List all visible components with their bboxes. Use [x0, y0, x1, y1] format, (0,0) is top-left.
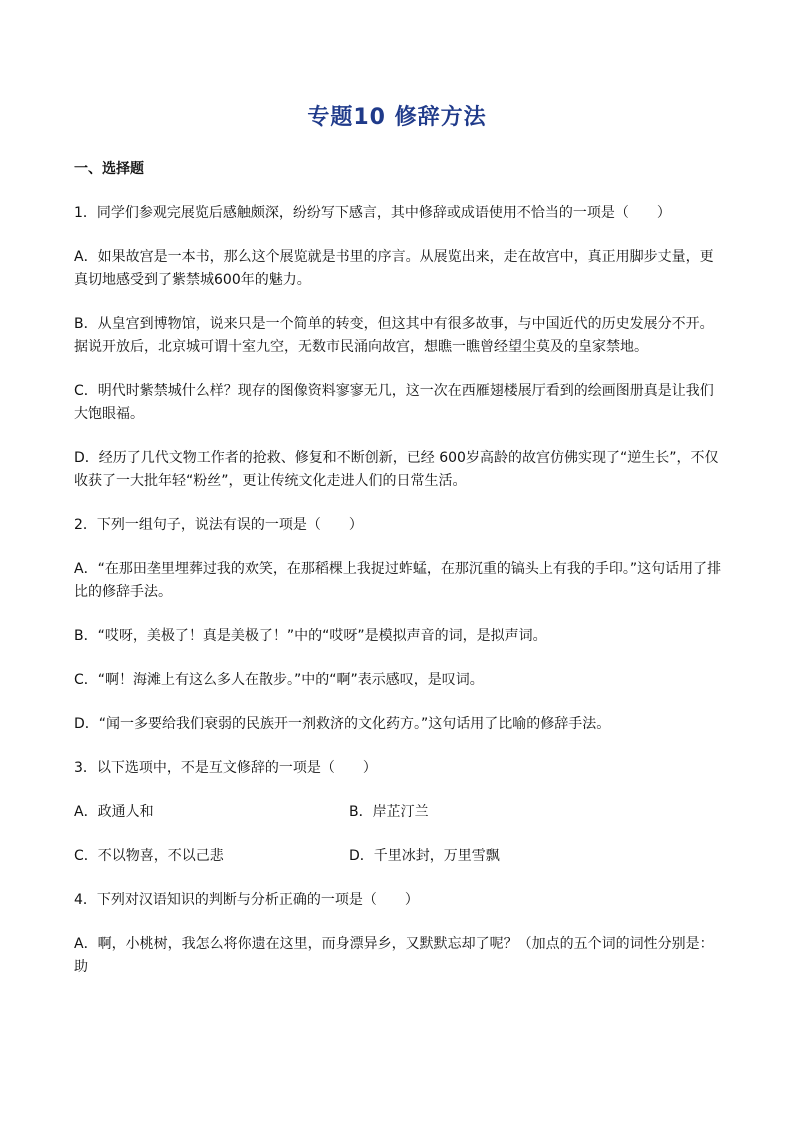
question-2-option-b: B．“哎呀，美极了！真是美极了！”中的“哎呀”是模拟声音的词，是拟声词。 — [74, 628, 547, 644]
question-3-options-row-1 — [74, 801, 724, 824]
question-2-stem: 2．下列一组句子，说法有误的一项是（ ） — [74, 517, 363, 533]
question-3-stem: 3．以下选项中，不是互文修辞的一项是（ ） — [74, 760, 377, 776]
question-4-option-a: A．啊，小桃树，我怎么将你遗在这里，而身漂异乡，又默默忘却了呢？（加点的五个词的词性分别是：助 — [74, 936, 714, 975]
question-1-option-d: D．经历了几代文物工作者的抢救、修复和不断创新，已经 600岁高龄的故宫仿佛实现了“逆生长”，不仅收获了一大批年轻“粉丝”，更让传统文化走进人们的日常生活。 — [74, 450, 719, 489]
question-2-option-d: D．“闻一多要给我们衰弱的民族开一剂救济的文化药方。”这句话用了比喻的修辞手法。 — [74, 716, 611, 732]
section-heading: 一、选择题 — [74, 161, 144, 177]
question-1-option-b: B．从皇宫到博物馆，说来只是一个简单的转变，但这其中有很多故事，与中国近代的历史发展分不开。据说开放后，北京城可谓十室九空，无数市民涌向故宫，想瞧一瞧曾经望尘莫及的皇家禁地。 — [74, 316, 714, 355]
question-3-option-d: D．千里冰封，万里雪飘 — [349, 848, 500, 864]
question-4-stem: 4．下列对汉语知识的判断与分析正确的一项是（ ） — [74, 892, 419, 908]
question-3-option-a: A．政通人和 — [74, 804, 154, 820]
page-title: 专题10 修辞方法 — [307, 105, 487, 130]
question-2-option-c: C．“啊！海滩上有这么多人在散步。”中的“啊”表示感叹，是叹词。 — [74, 672, 484, 688]
question-3-option-c: C．不以物喜，不以己悲 — [74, 848, 224, 864]
question-list — [74, 202, 724, 1000]
question-3-options-row-2 — [74, 845, 724, 868]
question-1-stem: 1．同学们参观完展览后感触颇深，纷纷写下感言，其中修辞或成语使用不恰当的一项是（ ） — [74, 205, 671, 221]
question-2-option-a: A．“在那田垄里埋葬过我的欢笑，在那稻棵上我捉过蚱蜢，在那沉重的镐头上有我的手印。”这句话用了排比的修辞手法。 — [74, 561, 722, 600]
question-3-option-b: B．岸芷汀兰 — [349, 804, 429, 820]
question-1-option-a: A．如果故宫是一本书，那么这个展览就是书里的序言。从展览出来，走在故宫中，真正用脚步丈量，更真切地感受到了紫禁城600年的魅力。 — [74, 249, 714, 288]
question-1-option-c: C．明代时紫禁城什么样？现存的图像资料寥寥无几，这一次在西雁翅楼展厅看到的绘画图册真是让我们大饱眼福。 — [74, 383, 714, 422]
